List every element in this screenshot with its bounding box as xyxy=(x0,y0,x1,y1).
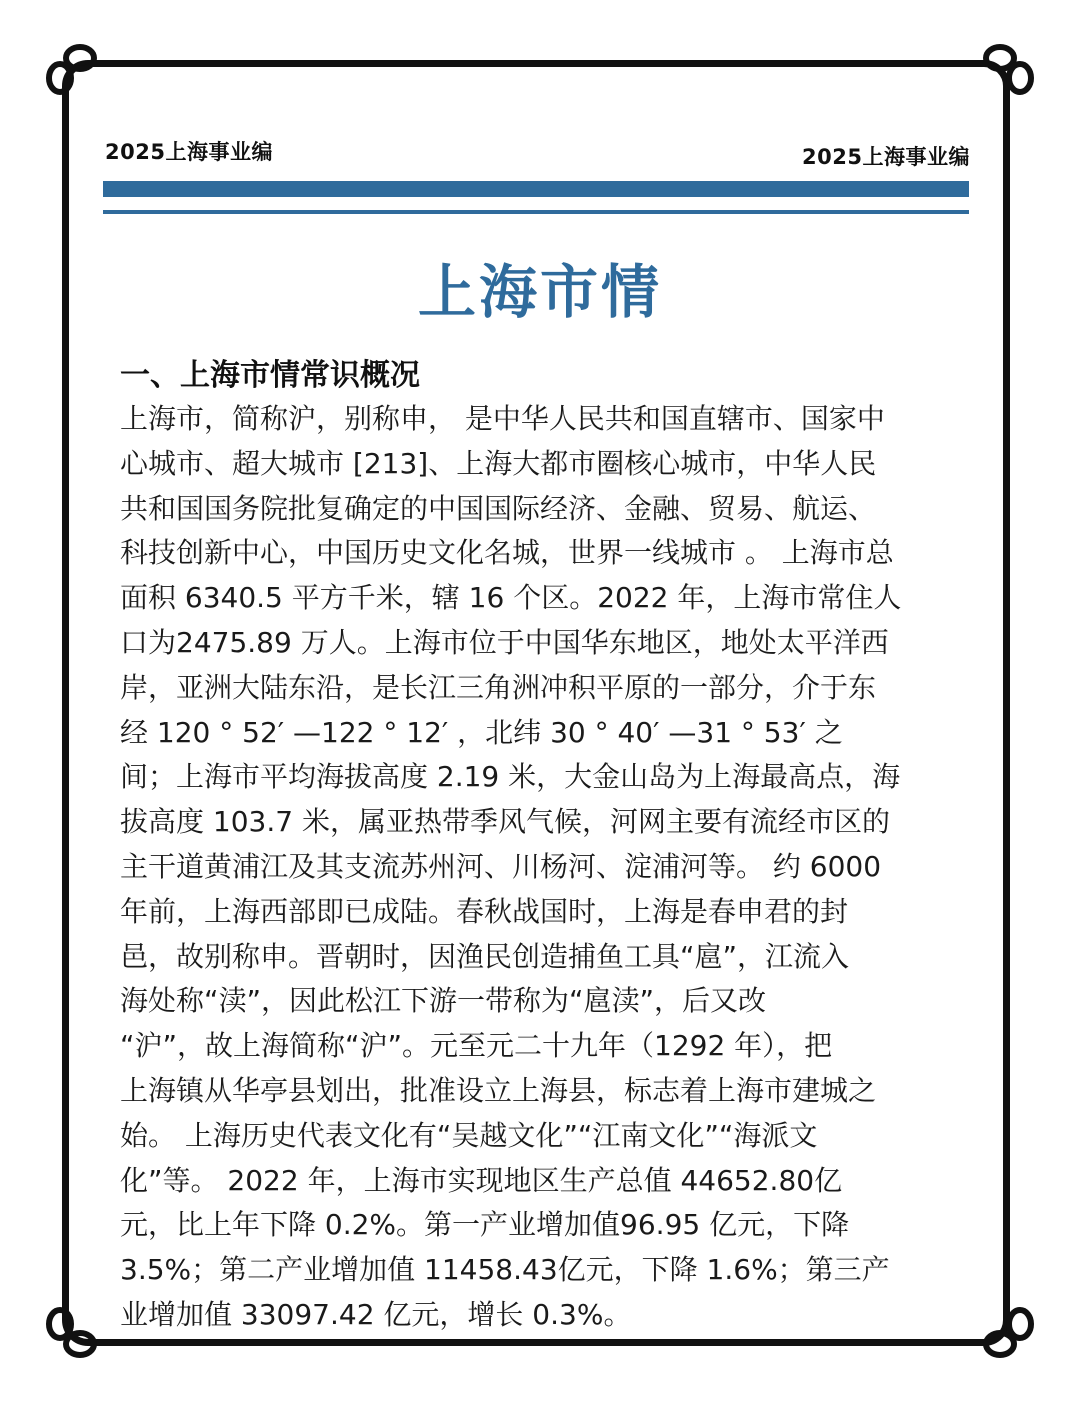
corner-ornament-icon xyxy=(42,1292,112,1362)
header-divider-thick xyxy=(103,181,969,197)
body-line: 口为2475.89 万人。上海市位于中国华东地区，地处太平洋西 xyxy=(120,625,889,659)
corner-ornament-icon xyxy=(42,40,112,110)
body-line: 邑，故别称申。晋朝时，因渔民创造捕鱼工具“扈”，江流入 xyxy=(120,939,850,973)
body-line: 拔高度 103.7 米，属亚热带季风气候，河网主要有流经市区的 xyxy=(120,805,890,839)
body-line: 岸，亚洲大陆东沿，是长江三角洲冲积平原的一部分，介于东 xyxy=(120,670,877,704)
body-line: 科技创新中心，中国历史文化名城，世界一线城市 。 上海市总 xyxy=(120,536,894,570)
header-right-label: 2025上海事业编 xyxy=(802,145,970,169)
body-paragraph xyxy=(120,397,970,1338)
body-line: 上海市，简称沪，别称申， 是中华人民共和国直辖市、国家中 xyxy=(120,402,885,435)
body-line: 业增加值 33097.42 亿元，增长 0.3%。 xyxy=(120,1297,632,1331)
body-line: “沪”，故上海简称“沪”。元至元二十九年（1292 年），把 xyxy=(120,1029,833,1063)
body-line: 经 120 ° 52′ —122 ° 12′ ，北纬 30 ° 40′ —31 ° 53′ 之 xyxy=(120,715,843,749)
body-line: 面积 6340.5 平方千米，辖 16 个区。2022 年，上海市常住人 xyxy=(120,581,902,615)
corner-ornament-icon xyxy=(968,40,1038,110)
body-line: 主干道黄浦江及其支流苏州河、川杨河、淀浦河等。 约 6000 xyxy=(120,849,882,883)
body-line: 3.5%；第二产业增加值 11458.43亿元，下降 1.6%；第三产 xyxy=(120,1253,890,1287)
header-divider-thin xyxy=(103,210,969,214)
body-line: 海处称“渎”，因此松江下游一带称为“扈渎”，后又改 xyxy=(120,984,767,1018)
section-heading: 一、上海市情常识概况 xyxy=(120,358,420,393)
page-title: 上海市情 xyxy=(417,258,662,326)
body-line: 元，比上年下降 0.2%。第一产业增加值96.95 亿元，下降 xyxy=(120,1208,850,1242)
body-line: 间；上海市平均海拔高度 2.19 米，大金山岛为上海最高点，海 xyxy=(120,760,901,794)
body-line: 上海镇从华亭县划出，批准设立上海县，标志着上海市建城之 xyxy=(120,1073,877,1107)
body-line: 化”等。 2022 年，上海市实现地区生产总值 44652.80亿 xyxy=(120,1163,843,1197)
body-line: 共和国国务院批复确定的中国国际经济、金融、贸易、航运、 xyxy=(120,491,877,525)
corner-ornament-icon xyxy=(968,1292,1038,1362)
header-left-label: 2025上海事业编 xyxy=(105,140,273,164)
body-line: 始。 上海历史代表文化有“吴越文化”“江南文化”“海派文 xyxy=(120,1118,818,1152)
body-line: 年前，上海西部即已成陆。春秋战国时，上海是春申君的封 xyxy=(120,894,849,928)
body-line: 心城市、超大城市 [213]、上海大都市圈核心城市，中华人民 xyxy=(120,446,877,480)
